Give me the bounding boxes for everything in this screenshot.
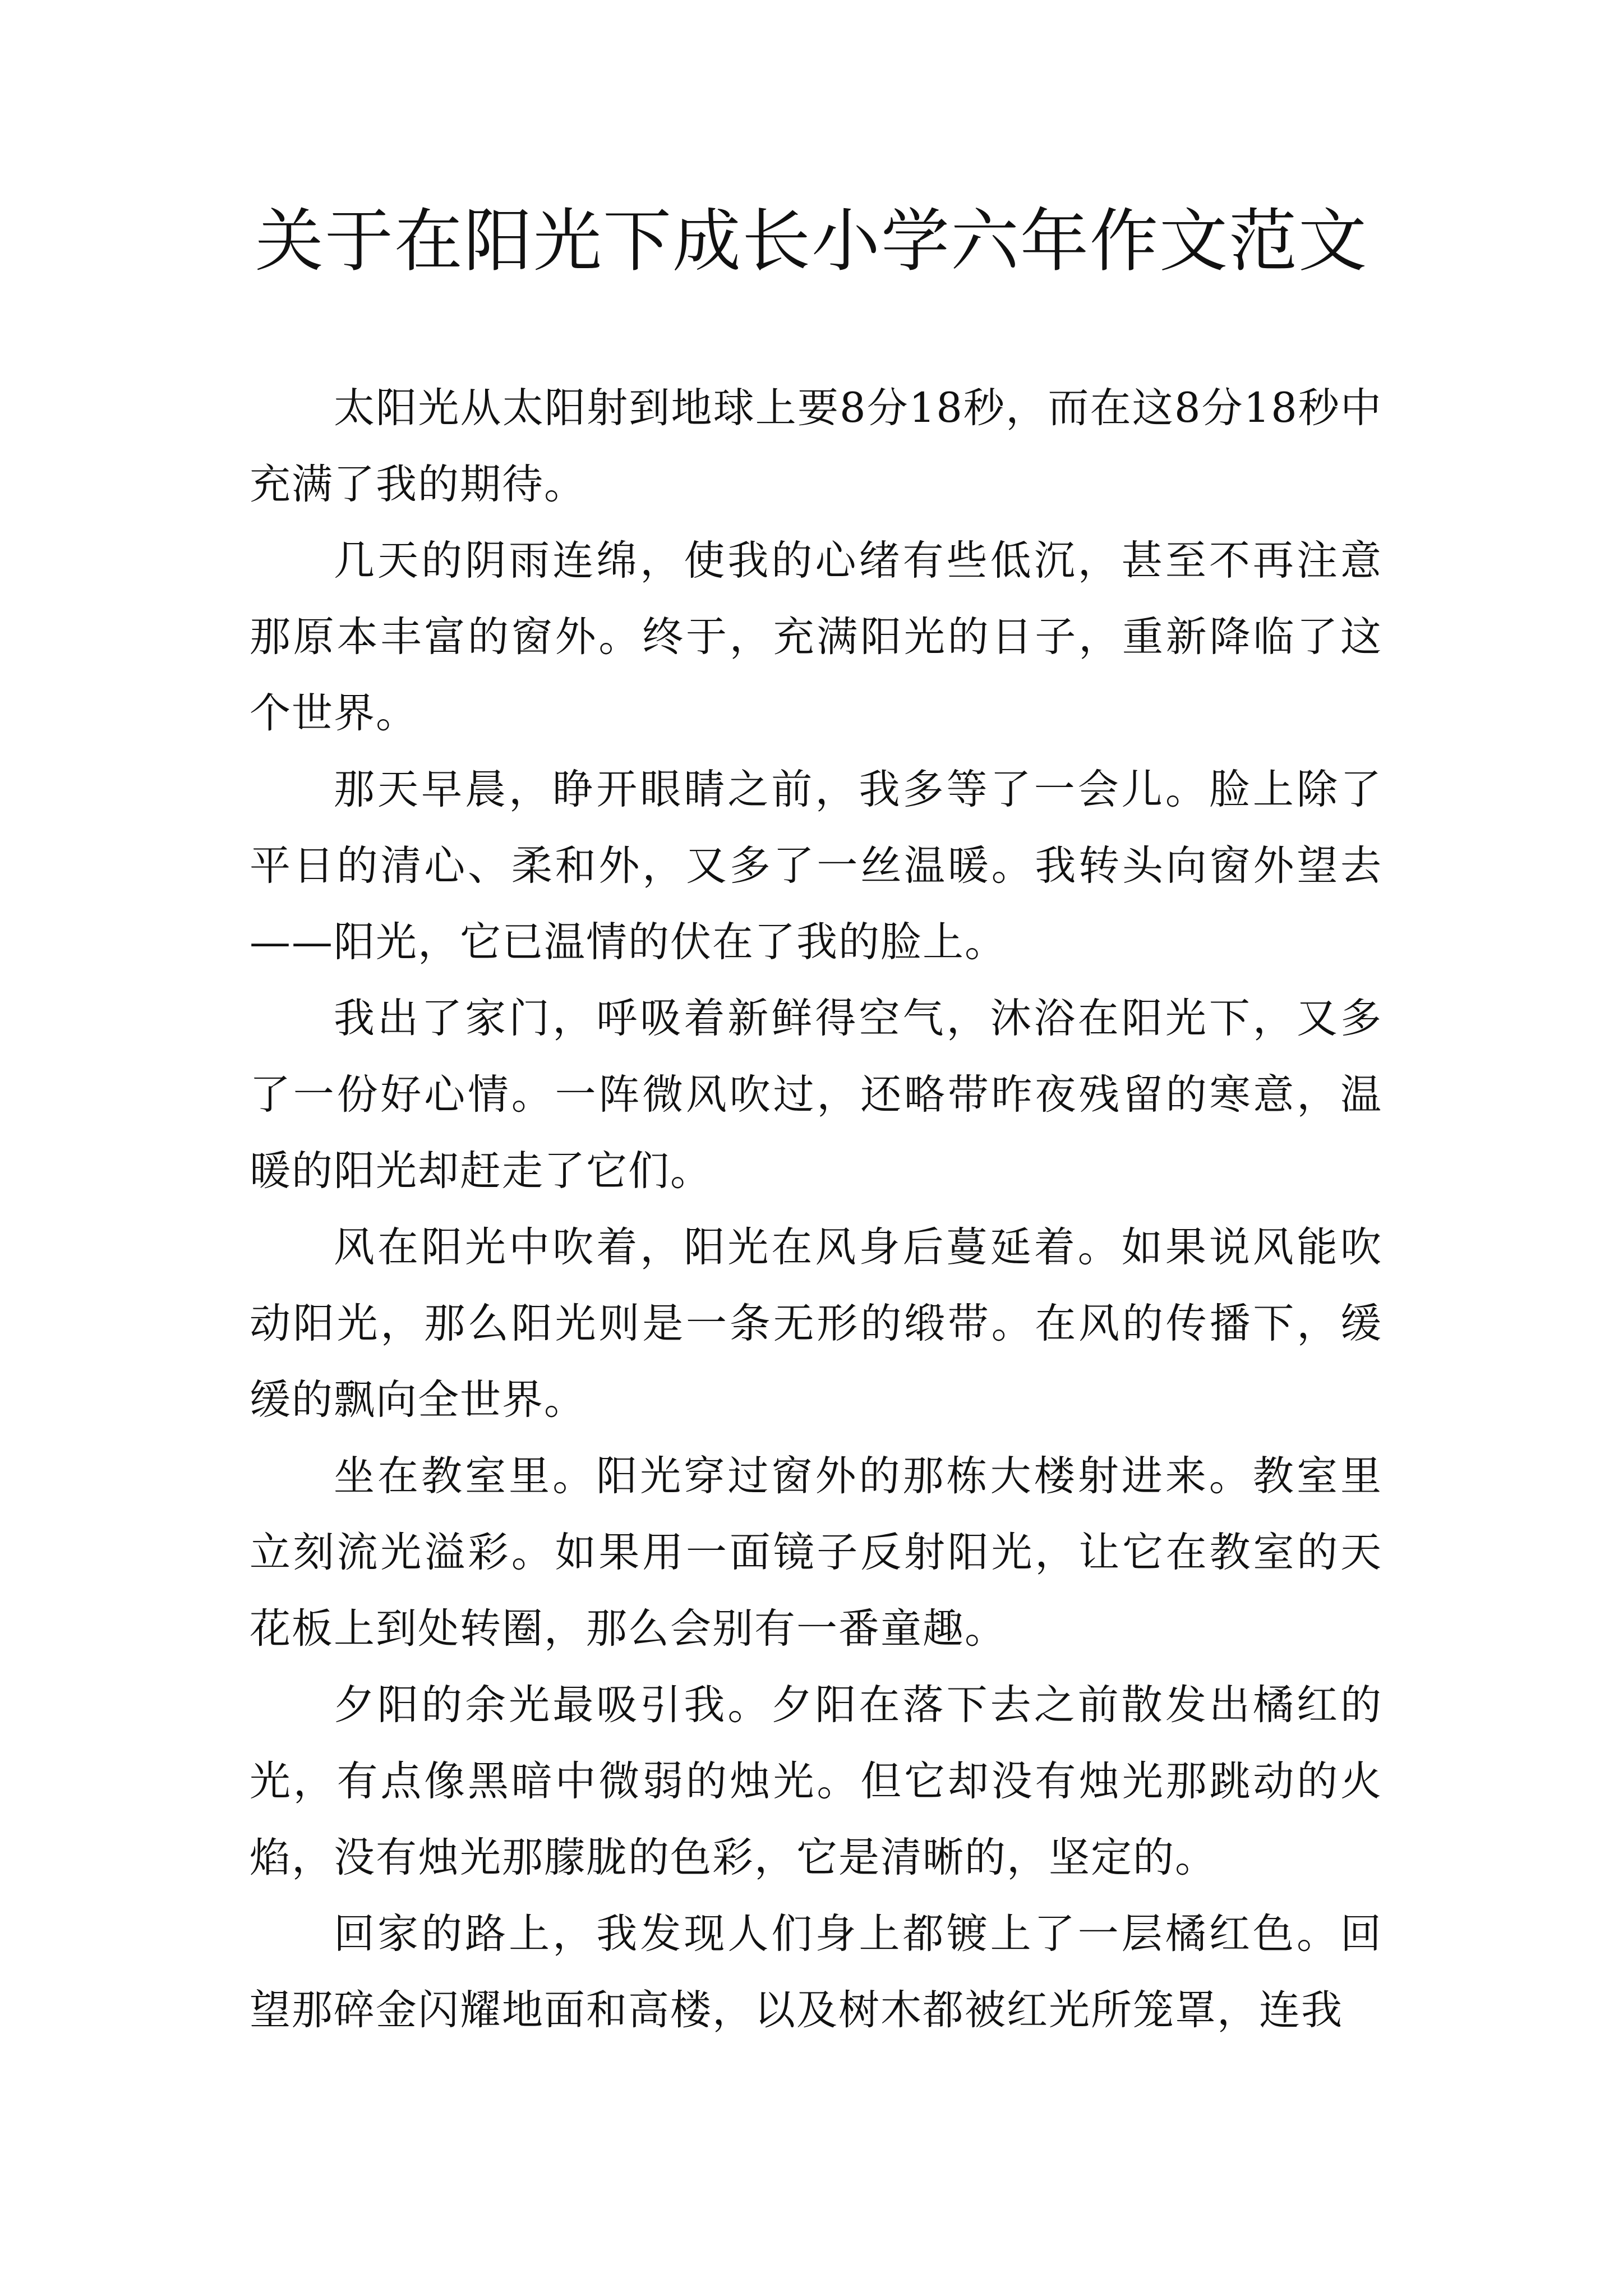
paragraph: 几天的阴雨连绵，使我的心绪有些低沉，甚至不再注意那原本丰富的窗外。终于，充满阳光的日子，重新降临了这个世界。 xyxy=(250,537,1382,737)
paragraph: 太阳光从太阳射到地球上要8分18秒，而在这8分18秒中充满了我的期待。 xyxy=(250,384,1382,508)
paragraph: 风在阳光中吹着，阳光在风身后蔓延着。如果说风能吹动阳光，那么阳光则是一条无形的缎带。在风的传播下，缓缓的飘向全世界。 xyxy=(250,1223,1382,1424)
paragraph: 夕阳的余光最吸引我。夕阳在落下去之前散发出橘红的光，有点像黑暗中微弱的烛光。但它却没有烛光那跳动的火焰，没有烛光那朦胧的色彩，它是清晰的，坚定的。 xyxy=(250,1681,1382,1881)
paragraph: 那天早晨，睁开眼睛之前，我多等了一会儿。脸上除了平日的清心、柔和外，又多了一丝温暖。我转头向窗外望去——阳光，它已温情的伏在了我的脸上。 xyxy=(250,766,1382,966)
document-title: 关于在阳光下成长小学六年作文范文 xyxy=(255,201,1368,281)
document-body xyxy=(250,370,1382,2049)
paragraph: 坐在教室里。阳光穿过窗外的那栋大楼射进来。教室里立刻流光溢彩。如果用一面镜子反射阳光，让它在教室的天花板上到处转圈，那么会别有一番童趣。 xyxy=(250,1452,1382,1653)
paragraph: 回家的路上，我发现人们身上都镀上了一层橘红色。回望那碎金闪耀地面和高楼，以及树木都被红光所笼罩，连我 xyxy=(250,1910,1382,2034)
paragraph: 我出了家门，呼吸着新鲜得空气，沐浴在阳光下，又多了一份好心情。一阵微风吹过，还略带昨夜残留的寒意，温暖的阳光却赶走了它们。 xyxy=(250,995,1382,1195)
